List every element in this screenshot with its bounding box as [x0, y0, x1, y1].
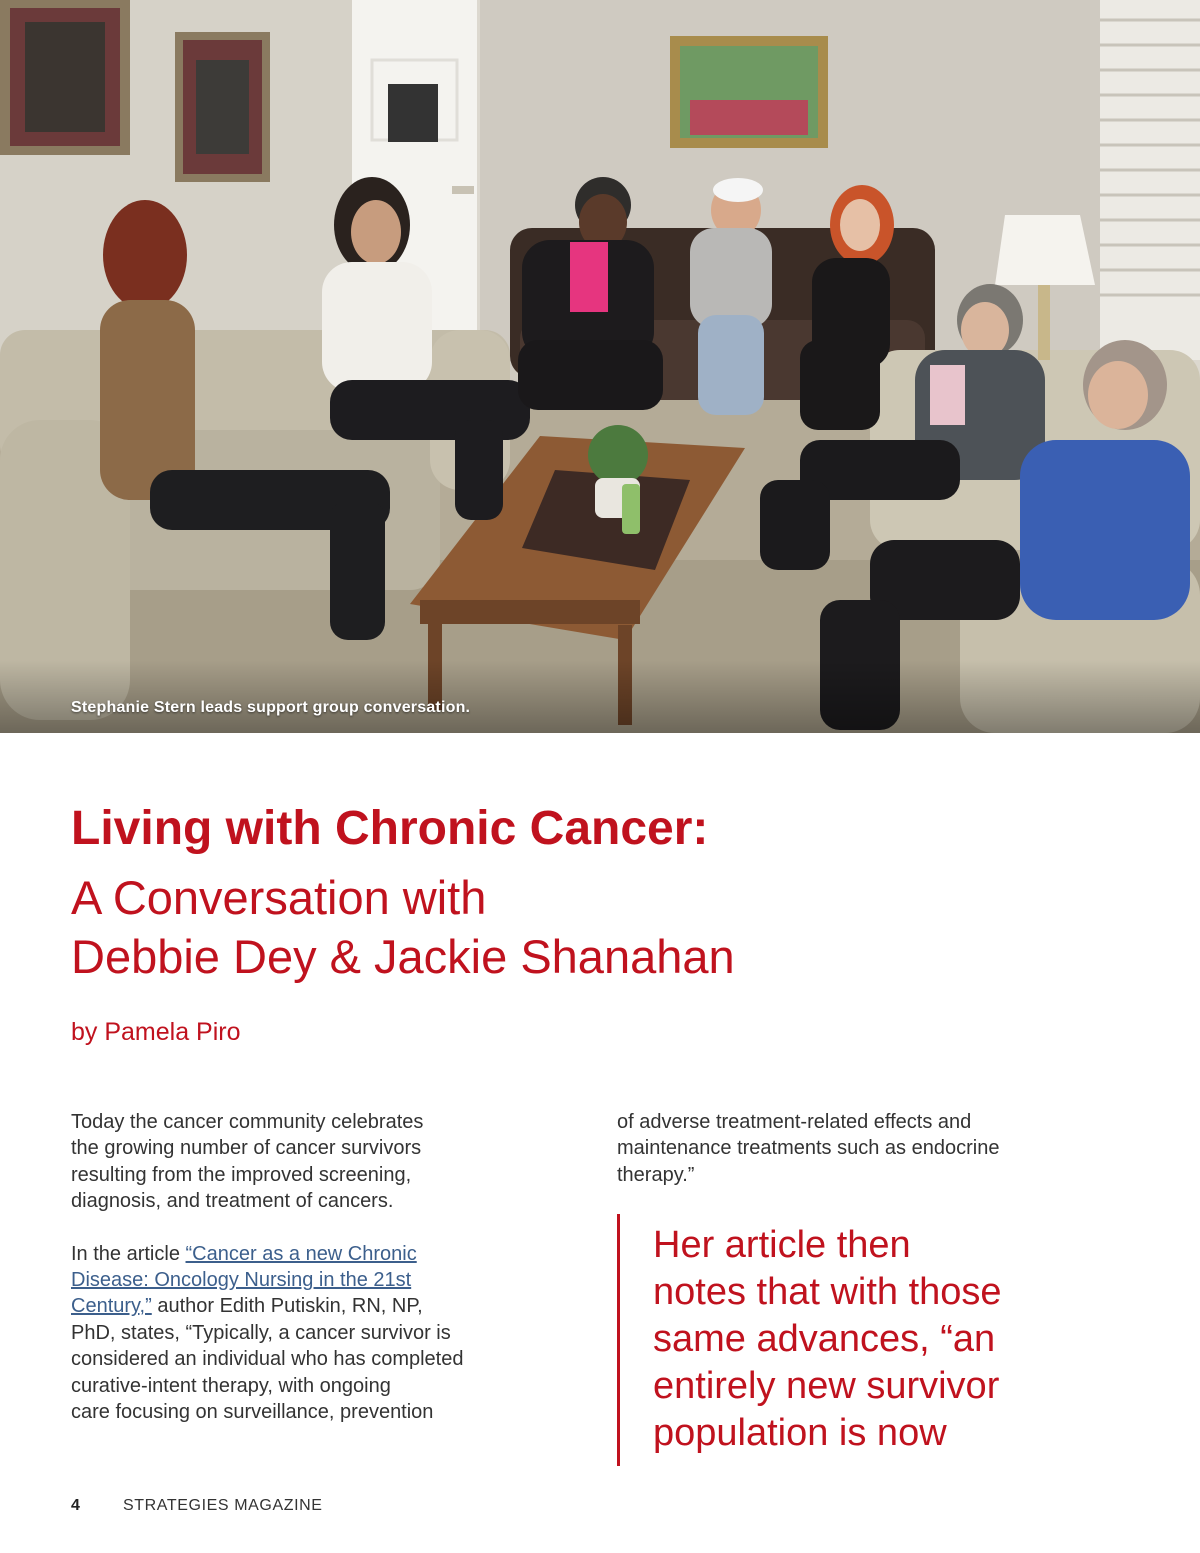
article-title: Living with Chronic Cancer:	[71, 802, 709, 855]
text-fragment: In the article	[71, 1242, 186, 1265]
body-column-left	[71, 1109, 559, 1425]
page-number: 4	[71, 1497, 80, 1514]
pull-quote-line: notes that with those	[653, 1271, 1002, 1313]
text-line: care focusing on surveillance, prevention	[71, 1401, 434, 1424]
text-line: Today the cancer community celebrates	[71, 1111, 424, 1133]
text-line: considered an individual who has completed	[71, 1348, 464, 1371]
pull-quote-line: population is now	[653, 1412, 947, 1454]
text-line	[71, 1293, 559, 1319]
article-photo	[0, 0, 1200, 733]
paragraph	[71, 1241, 559, 1426]
text-line: of adverse treatment-related effects and	[617, 1111, 972, 1133]
text-line: curative-intent therapy, with ongoing	[71, 1374, 391, 1397]
pull-quote-rule	[617, 1214, 620, 1466]
article-citation-link[interactable]: “Cancer as a new Chronic	[185, 1242, 417, 1265]
article-citation-link[interactable]: Disease: Oncology Nursing in the 21st	[71, 1269, 412, 1292]
text-line: diagnosis, and treatment of cancers.	[71, 1190, 394, 1213]
paragraph	[71, 1109, 559, 1215]
text-line	[71, 1241, 559, 1267]
support-group-photo-illustration	[0, 0, 1200, 733]
article-subtitle	[71, 868, 971, 986]
pull-quote-line: Her article then	[653, 1224, 911, 1266]
photo-caption: Stephanie Stern leads support group conversation.	[71, 699, 471, 716]
magazine-name: STRATEGIES MAGAZINE	[123, 1497, 323, 1514]
text-line: resulting from the improved screening,	[71, 1163, 412, 1186]
pull-quote-line: same advances, “an	[653, 1318, 996, 1360]
byline: by Pamela Piro	[71, 1018, 241, 1046]
body-column-right	[617, 1109, 1087, 1188]
subtitle-line: A Conversation with	[71, 871, 487, 924]
text-line: therapy.”	[617, 1163, 695, 1186]
subtitle-line: Debbie Dey & Jackie Shanahan	[71, 930, 735, 983]
text-line: PhD, states, “Typically, a cancer survivor is	[71, 1321, 451, 1344]
paragraph	[617, 1109, 1087, 1188]
pull-quote-line: entirely new survivor	[653, 1365, 1000, 1407]
text-fragment: author Edith Putiskin, RN, NP,	[151, 1295, 423, 1318]
text-line	[71, 1267, 559, 1293]
pull-quote	[653, 1222, 1153, 1457]
article-citation-link[interactable]: Century,”	[71, 1295, 152, 1318]
text-line: maintenance treatments such as endocrine	[617, 1137, 1000, 1160]
text-line: the growing number of cancer survivors	[71, 1137, 422, 1160]
